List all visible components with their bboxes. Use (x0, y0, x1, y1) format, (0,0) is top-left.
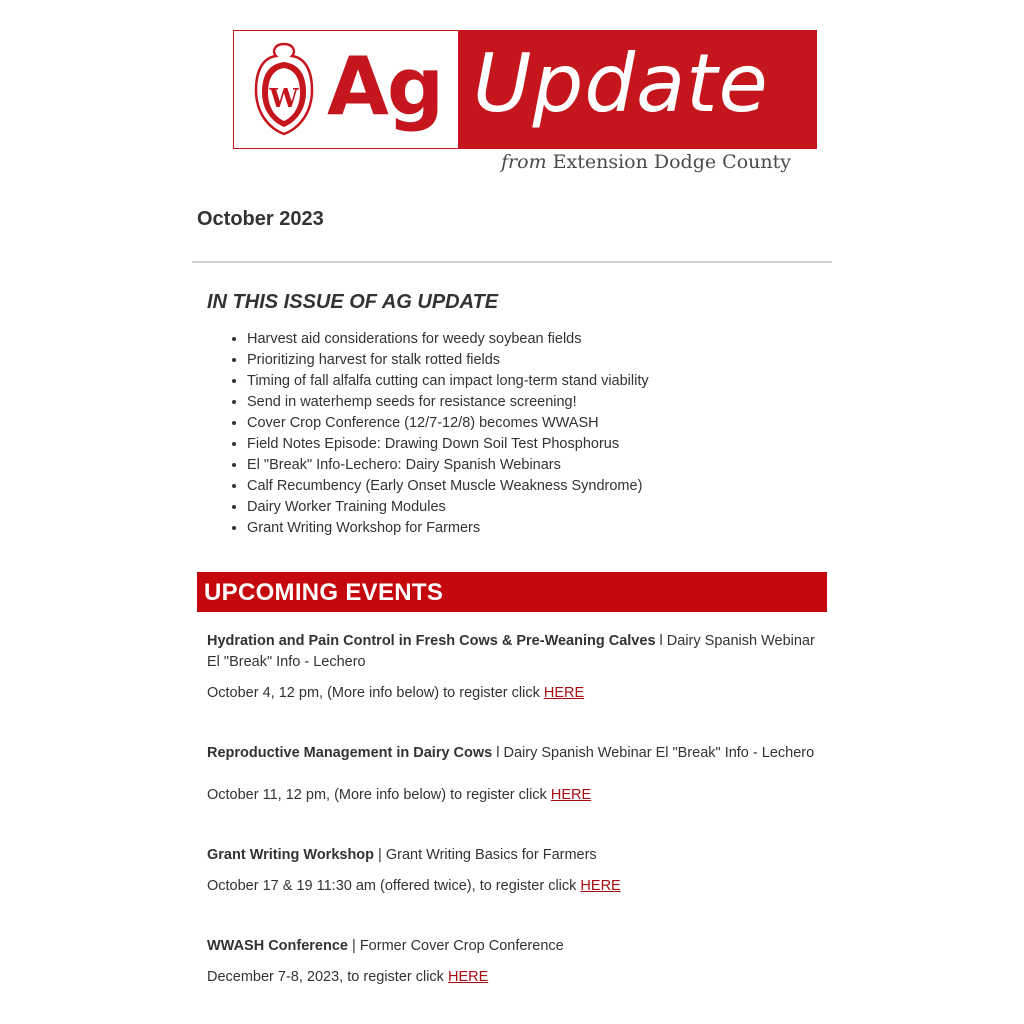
issue-topic-item: • Send in waterhemp seeds for resistance screening! (247, 392, 649, 413)
banner-logo-panel (233, 30, 459, 149)
event-title-block (207, 743, 817, 764)
event-name: Grant Writing Workshop (207, 847, 375, 863)
event-title-block (207, 631, 817, 673)
issue-topic-item: • El "Break" Info-Lechero: Dairy Spanish Webinars (247, 455, 649, 476)
issue-date: October 2023 (197, 208, 324, 230)
issue-topic-item: • Grant Writing Workshop for Farmers (247, 518, 649, 539)
section-divider (192, 261, 832, 263)
event-detail-line (207, 967, 817, 988)
uw-crest-icon (252, 42, 316, 136)
register-link[interactable]: HERE (543, 685, 585, 701)
event-date-text: December 7-8, 2023, to register click (207, 969, 448, 985)
event-date-text: October 4, 12 pm, (More info below) to register click (207, 685, 544, 701)
event-subtitle: | Grant Writing Basics for Farmers (374, 847, 597, 863)
event-name: WWASH Conference (207, 938, 348, 954)
banner-subtitle (501, 151, 791, 173)
event-subtitle: l Dairy Spanish Webinar El "Break" Info - Lechero (207, 633, 815, 670)
issue-topic-item: • Prioritizing harvest for stalk rotted fields (247, 350, 649, 371)
issue-topic-item: • Dairy Worker Training Modules (247, 497, 649, 518)
register-link[interactable]: HERE (580, 878, 621, 894)
issue-topic-item: • Timing of fall alfalfa cutting can impact long-term stand viability (247, 371, 649, 392)
event-date-text: October 17 & 19 11:30 am (offered twice), to register click (207, 878, 581, 894)
in-this-issue-heading: IN THIS ISSUE OF AG UPDATE (207, 291, 499, 313)
update-wordmark: Update (473, 37, 769, 130)
upcoming-events-title: UPCOMING EVENTS (204, 579, 444, 606)
issue-topic-item: • Cover Crop Conference (12/7-12/8) becomes WWASH (247, 413, 649, 434)
event-detail-line (207, 683, 817, 704)
org-name: Extension Dodge County (552, 151, 791, 173)
banner-title-panel (459, 30, 817, 149)
event-name: Hydration and Pain Control in Fresh Cows & Pre-Weaning Calves (207, 633, 656, 649)
event-subtitle: | Former Cover Crop Conference (348, 938, 564, 954)
issue-topics-list (207, 329, 649, 539)
register-link[interactable]: HERE (550, 787, 592, 803)
event-detail-line (207, 785, 817, 806)
crest-letter: W (269, 84, 299, 114)
from-word: from (501, 151, 547, 173)
event-title-block (207, 936, 817, 957)
event-detail-line (207, 876, 817, 897)
ag-wordmark: Ag (327, 40, 443, 133)
issue-topic-item: • Field Notes Episode: Drawing Down Soil Test Phosphorus (247, 434, 649, 455)
issue-topic-item: • Calf Recumbency (Early Onset Muscle Weakness Syndrome) (247, 476, 649, 497)
event-name: Reproductive Management in Dairy Cows (207, 745, 493, 761)
event-date-text: October 11, 12 pm, (More info below) to register click (207, 787, 551, 803)
upcoming-events-header (197, 572, 827, 612)
issue-topic-item: • Harvest aid considerations for weedy soybean fields (247, 329, 649, 350)
ag-update-banner (233, 30, 817, 149)
register-link[interactable]: HERE (447, 969, 489, 985)
event-subtitle: l Dairy Spanish Webinar El "Break" Info - Lechero (492, 745, 815, 761)
event-title-block (207, 845, 817, 866)
